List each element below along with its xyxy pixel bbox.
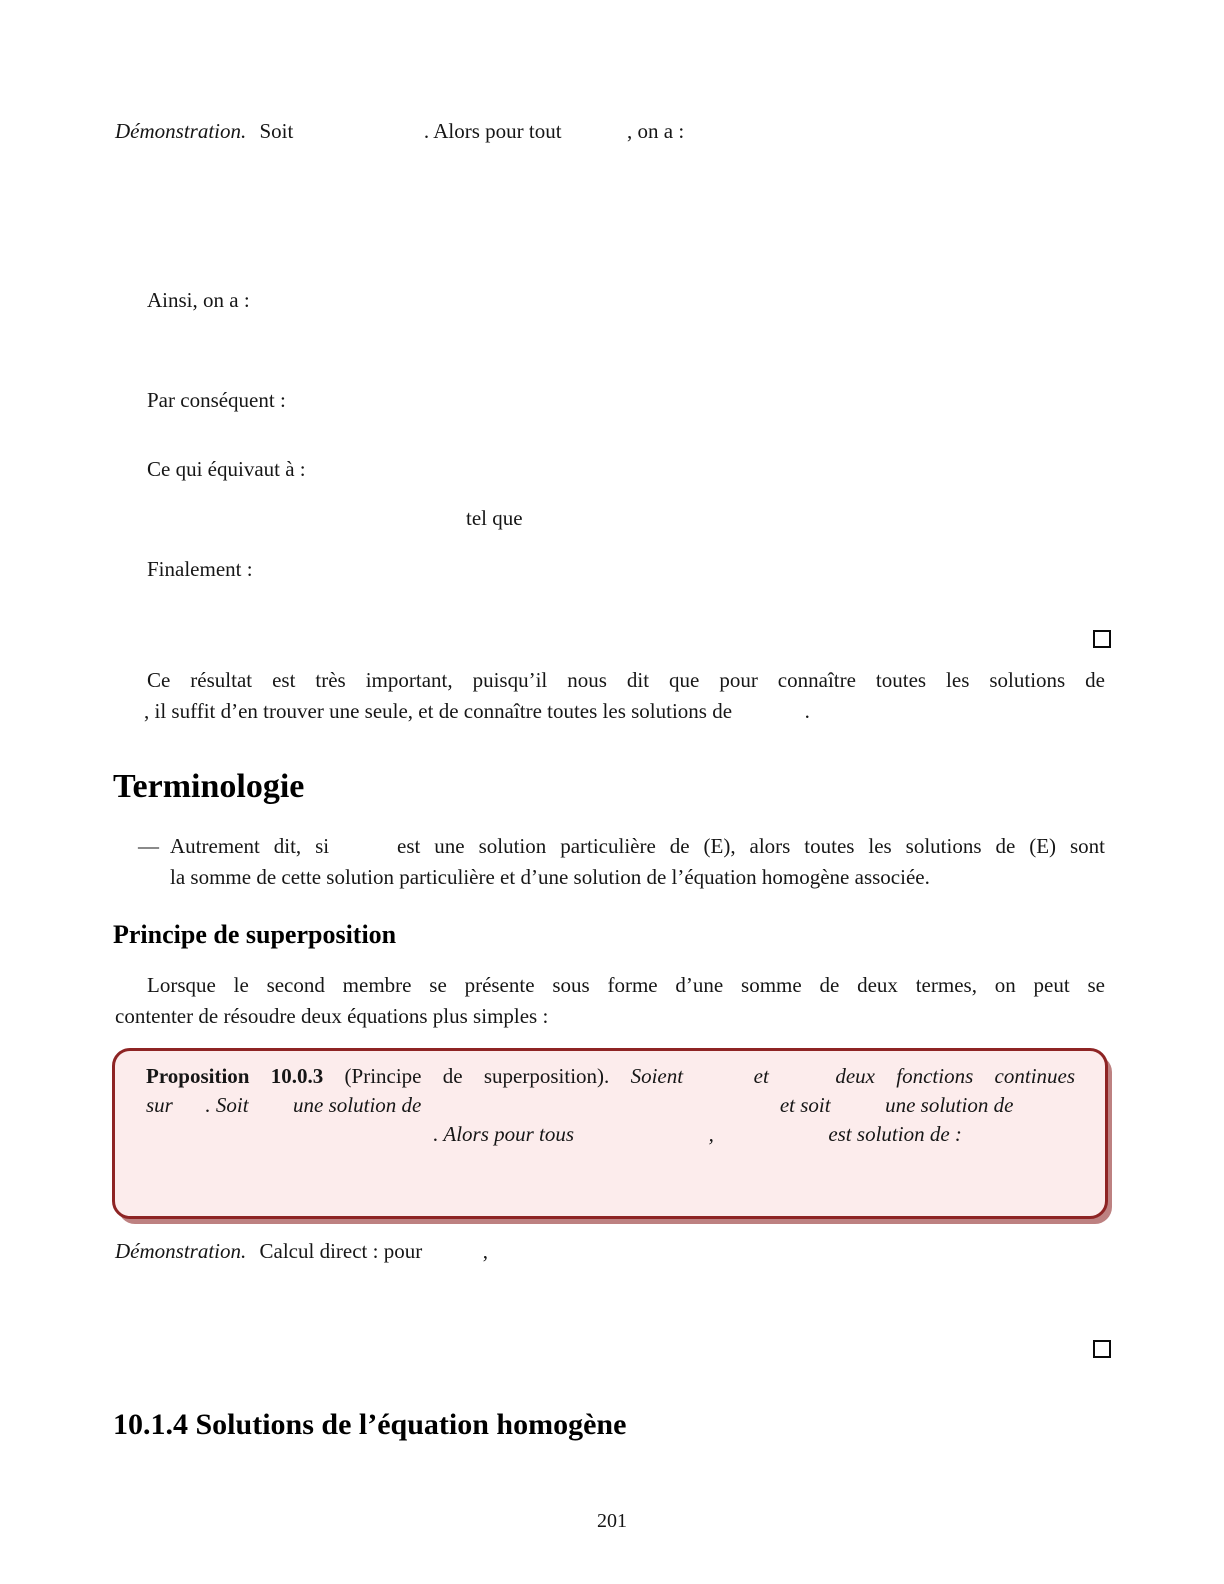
terminologie-heading: Terminologie: [113, 768, 305, 805]
proposition-line3: [146, 1121, 962, 1148]
superposition-line1: Lorsque le second membre se présente sous forme d’une somme de deux termes, on peut se: [147, 973, 1105, 997]
remark-line2-text: , il suffit d’en trouver une seule, et de connaître toutes les solutions de: [144, 699, 733, 723]
item-line1-a: Autrement dit, si: [170, 834, 330, 858]
item-dash: —: [138, 834, 159, 858]
terminologie-item-line2: la somme de cette solution particulière et d’une solution de l’équation homogène associée.: [170, 865, 930, 889]
proof-label: Démonstration.: [115, 1239, 247, 1263]
math-gap: [790, 1082, 814, 1083]
prop-une-solution-2: une solution de: [885, 1093, 1014, 1117]
prop-une-solution: une solution de: [293, 1093, 422, 1117]
math-gap: [719, 1140, 823, 1141]
proof1-par-consequent: Par conséquent :: [147, 388, 286, 412]
remark-line2: [144, 698, 810, 725]
math-gap: [178, 1111, 200, 1112]
proof2-comma: ,: [482, 1239, 488, 1263]
proof1-alors: . Alors pour tout: [423, 119, 562, 143]
proposition-soient: Soient: [630, 1064, 684, 1088]
prop-soit: . Soit: [205, 1093, 249, 1117]
math-gap: [427, 1257, 477, 1258]
proof1-soit: Soit: [259, 119, 294, 143]
proposition-line2: [146, 1092, 1013, 1119]
qed-square-icon: [1093, 1340, 1111, 1358]
item-line1-b: est une solution particulière de (E), alors toutes les solutions de (E) sont: [397, 834, 1106, 858]
proof1-finalement: Finalement :: [147, 557, 253, 581]
proof2-line: [115, 1238, 488, 1265]
math-gap: [579, 1140, 703, 1141]
proof1-equivaut: Ce qui équivaut à :: [147, 457, 306, 481]
math-gap: [343, 852, 383, 853]
proposition-line1-rest: deux fonctions continues: [835, 1064, 1076, 1088]
math-gap: [299, 137, 419, 138]
proof1-ainsi: Ainsi, on a :: [147, 288, 250, 312]
math-gap: [704, 1082, 732, 1083]
math-gap: [737, 717, 799, 718]
prop-est-solution: est solution de :: [828, 1122, 962, 1146]
math-gap: [427, 1111, 775, 1112]
proof1-tel-que: tel que: [466, 506, 523, 530]
proposition-box: [112, 1048, 1108, 1219]
prop-alors: . Alors pour tous: [433, 1122, 575, 1146]
math-gap: [567, 137, 622, 138]
superposition-line2: contenter de résoudre deux équations plus simples :: [115, 1004, 549, 1028]
prop-comma: ,: [708, 1122, 714, 1146]
proof1-on-a: , on a :: [627, 119, 685, 143]
superposition-heading: Principe de superposition: [113, 920, 397, 949]
terminologie-item-line1: [170, 833, 1105, 860]
proposition-line1: [146, 1063, 1075, 1090]
math-gap: [146, 1140, 428, 1141]
section-heading: 10.1.4 Solutions de l’équation homogène: [113, 1408, 627, 1441]
proof1-opening-line: [115, 118, 684, 145]
math-gap: [254, 1111, 288, 1112]
proposition-subtitle: (Principe de superposition).: [344, 1064, 610, 1088]
prop-sur: sur: [146, 1093, 173, 1117]
math-gap: [836, 1111, 880, 1112]
proof2-body: Calcul direct : pour: [259, 1239, 423, 1263]
remark-line2-period: .: [804, 699, 810, 723]
proof-label: Démonstration.: [115, 119, 247, 143]
proposition-title: Proposition 10.0.3: [146, 1064, 324, 1088]
remark-line1: Ce résultat est très important, puisqu’il nous dit que pour connaître toutes les solutions de: [147, 668, 1105, 692]
page-number: 201: [597, 1510, 627, 1532]
proposition-et: et: [753, 1064, 769, 1088]
qed-square-icon: [1093, 630, 1111, 648]
prop-et-soit: et soit: [779, 1093, 831, 1117]
